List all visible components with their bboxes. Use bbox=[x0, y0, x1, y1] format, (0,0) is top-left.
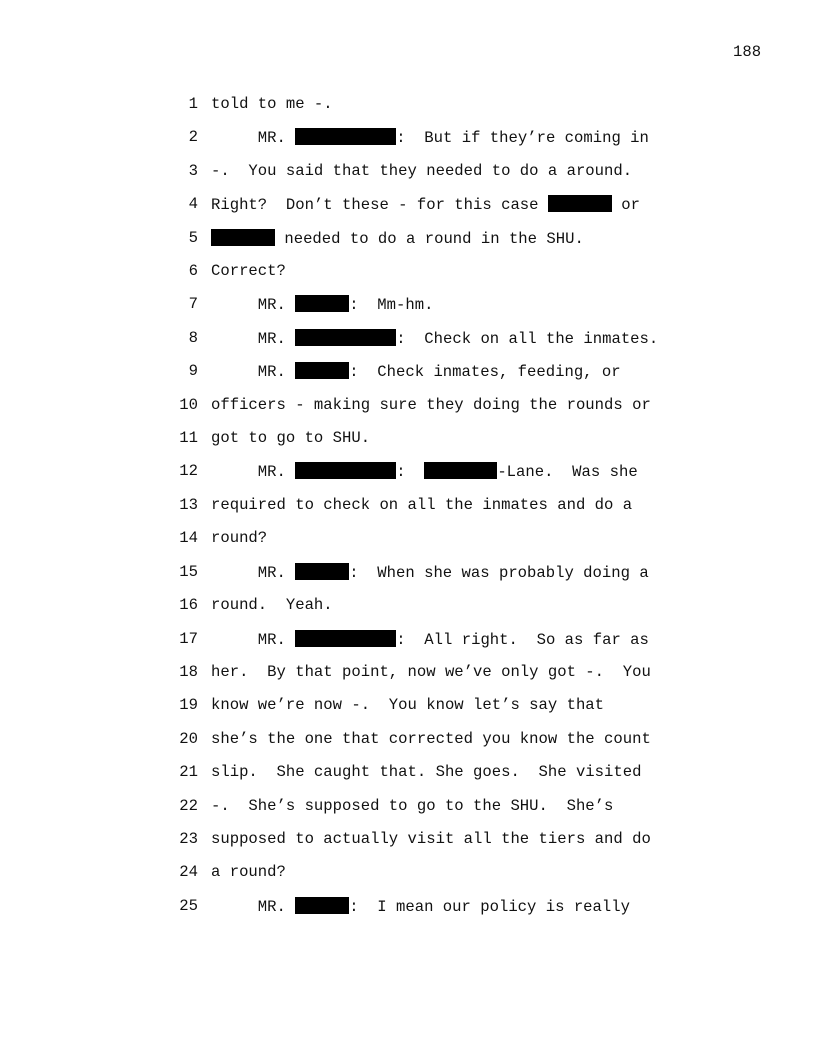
transcript-line bbox=[0, 262, 816, 295]
redaction-box bbox=[295, 563, 349, 580]
line-number: 1 bbox=[188, 95, 198, 113]
line-number: 6 bbox=[188, 262, 198, 281]
line-text bbox=[211, 596, 333, 614]
line-text bbox=[211, 696, 604, 714]
line-text bbox=[211, 529, 267, 547]
text-segment: she’s the one that corrected you know the count bbox=[211, 729, 651, 748]
line-number: 15 bbox=[179, 562, 198, 581]
line-text bbox=[211, 396, 651, 414]
transcript-line bbox=[0, 396, 816, 429]
text-segment: : All right. So as far as bbox=[396, 630, 649, 649]
text-segment: her. By that point, now we’ve only got -. You bbox=[211, 662, 651, 681]
line-text bbox=[211, 496, 632, 514]
transcript-line bbox=[0, 596, 816, 629]
transcript-line bbox=[0, 162, 816, 195]
line-text bbox=[211, 730, 651, 748]
transcript-line bbox=[0, 763, 816, 796]
transcript-line bbox=[0, 529, 816, 562]
transcript-line bbox=[0, 730, 816, 763]
line-text bbox=[211, 162, 632, 180]
transcript-line bbox=[0, 329, 816, 362]
transcript-line bbox=[0, 830, 816, 863]
line-number: 24 bbox=[179, 863, 198, 882]
line-text bbox=[211, 295, 433, 314]
text-segment: -. She’s supposed to go to the SHU. She’s bbox=[211, 796, 614, 815]
transcript-line bbox=[0, 797, 816, 830]
line-number: 5 bbox=[188, 228, 198, 247]
text-segment: MR. bbox=[211, 296, 296, 315]
text-segment: officers - making sure they doing the rounds or bbox=[211, 395, 651, 414]
line-text bbox=[211, 630, 649, 649]
transcript-body bbox=[0, 95, 816, 930]
line-number: 18 bbox=[179, 662, 198, 681]
text-segment: : bbox=[396, 463, 425, 482]
line-number: 8 bbox=[188, 328, 198, 347]
line-text bbox=[211, 797, 613, 815]
line-number: 13 bbox=[179, 495, 198, 514]
transcript-line bbox=[0, 496, 816, 529]
transcript-line bbox=[0, 897, 816, 930]
line-number: 3 bbox=[188, 161, 198, 180]
line-text bbox=[211, 262, 286, 280]
redaction-box bbox=[548, 195, 612, 212]
text-segment: know we’re now -. You know let’s say that bbox=[211, 696, 605, 715]
text-segment: told to me -. bbox=[211, 95, 333, 113]
transcript-line bbox=[0, 95, 816, 128]
text-segment: slip. She caught that. She goes. She visited bbox=[211, 763, 642, 782]
transcript-line bbox=[0, 195, 816, 228]
text-segment: required to check on all the inmates and do a bbox=[211, 495, 633, 514]
text-segment: : I mean our policy is really bbox=[349, 897, 630, 916]
text-segment: -. You said that they needed to do a around. bbox=[211, 161, 633, 180]
line-number: 10 bbox=[179, 395, 198, 414]
transcript-line bbox=[0, 863, 816, 896]
line-text bbox=[211, 863, 286, 881]
transcript-line bbox=[0, 663, 816, 696]
text-segment: : But if they’re coming in bbox=[396, 129, 649, 148]
redaction-box bbox=[295, 362, 349, 379]
line-number: 22 bbox=[179, 796, 198, 815]
redaction-box bbox=[295, 329, 396, 346]
transcript-line bbox=[0, 429, 816, 462]
text-segment: MR. bbox=[211, 129, 296, 148]
text-segment: or bbox=[611, 196, 640, 215]
text-segment: : When she was probably doing a bbox=[349, 563, 649, 582]
text-segment: Correct? bbox=[211, 262, 286, 281]
redaction-box bbox=[295, 897, 349, 914]
text-segment: -Lane. Was she bbox=[497, 463, 638, 482]
text-segment: MR. bbox=[211, 897, 296, 916]
transcript-line bbox=[0, 630, 816, 663]
line-text bbox=[211, 563, 649, 582]
line-text bbox=[211, 663, 651, 681]
line-text bbox=[211, 95, 333, 113]
line-number: 25 bbox=[179, 896, 198, 915]
text-segment: MR. bbox=[211, 329, 296, 348]
line-text bbox=[211, 830, 651, 848]
transcript-line bbox=[0, 362, 816, 395]
page-number: 188 bbox=[733, 43, 762, 61]
transcript-line bbox=[0, 563, 816, 596]
line-number: 16 bbox=[179, 596, 198, 615]
line-number: 9 bbox=[188, 362, 198, 381]
line-text bbox=[211, 462, 638, 481]
line-number: 7 bbox=[188, 295, 198, 314]
line-number: 23 bbox=[179, 829, 198, 848]
redaction-box bbox=[424, 462, 497, 479]
line-number: 19 bbox=[179, 696, 198, 715]
line-text bbox=[211, 128, 649, 147]
line-number: 4 bbox=[188, 195, 198, 214]
text-segment: Right? Don’t these - for this case bbox=[211, 196, 548, 215]
text-segment: : Check inmates, feeding, or bbox=[349, 363, 621, 382]
text-segment: : Check on all the inmates. bbox=[396, 329, 659, 348]
text-segment: supposed to actually visit all the tiers and do bbox=[211, 829, 651, 848]
line-number: 12 bbox=[179, 462, 198, 481]
transcript-line bbox=[0, 295, 816, 328]
text-segment: MR. bbox=[211, 363, 296, 382]
line-text bbox=[211, 763, 641, 781]
transcript-line bbox=[0, 128, 816, 161]
transcript-line bbox=[0, 462, 816, 495]
line-number: 21 bbox=[179, 763, 198, 782]
line-number: 2 bbox=[188, 128, 198, 147]
line-text bbox=[211, 229, 584, 248]
line-number: 11 bbox=[179, 429, 198, 448]
line-text bbox=[211, 195, 640, 214]
transcript-line bbox=[0, 696, 816, 729]
text-segment: MR. bbox=[211, 630, 296, 649]
line-text bbox=[211, 429, 370, 447]
line-number: 20 bbox=[179, 729, 198, 748]
redaction-box bbox=[295, 630, 396, 647]
text-segment: got to go to SHU. bbox=[211, 429, 371, 448]
redaction-box bbox=[295, 128, 396, 145]
line-text bbox=[211, 329, 658, 348]
text-segment: a round? bbox=[211, 863, 286, 882]
transcript-line bbox=[0, 229, 816, 262]
line-text bbox=[211, 362, 621, 381]
line-text bbox=[211, 897, 630, 916]
text-segment: : Mm-hm. bbox=[349, 296, 434, 315]
line-number: 14 bbox=[179, 529, 198, 548]
text-segment: round? bbox=[211, 529, 268, 548]
text-segment: needed to do a round in the SHU. bbox=[275, 229, 584, 248]
text-segment: MR. bbox=[211, 563, 296, 582]
text-segment: round. Yeah. bbox=[211, 596, 333, 615]
redaction-box bbox=[295, 295, 349, 312]
redaction-box bbox=[211, 229, 275, 246]
redaction-box bbox=[295, 462, 396, 479]
line-number: 17 bbox=[179, 629, 198, 648]
text-segment: MR. bbox=[211, 463, 296, 482]
